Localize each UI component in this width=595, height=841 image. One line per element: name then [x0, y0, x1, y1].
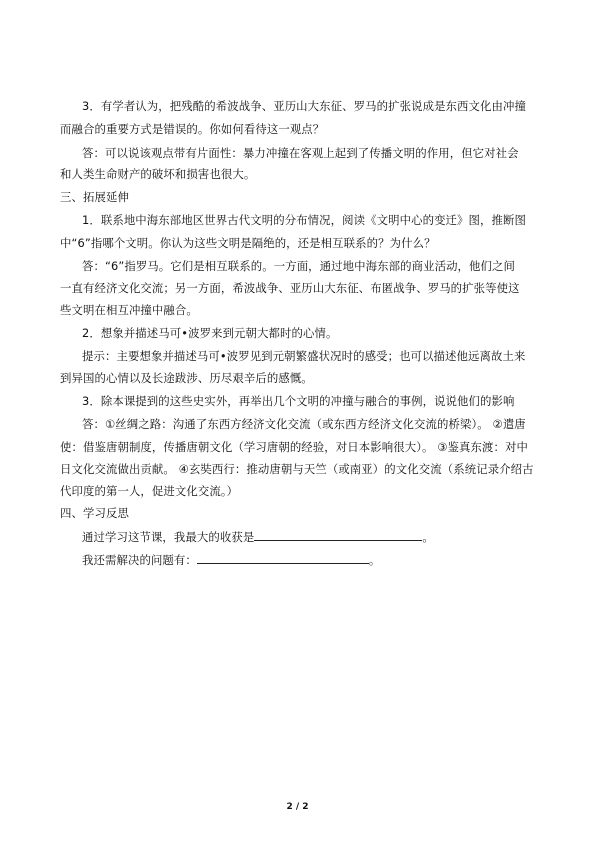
extension-a3-line-1: 答：①丝绸之路：沟通了东西方经济文化交流（或东西方经济文化交流的桥梁）。 ②遣唐 [82, 417, 526, 431]
reflection-gain-end: 。 [422, 530, 434, 544]
extension-a1-line-1: 答：“6”指罗马。它们是相互联系的。一方面，通过地中海东部的商业活动，他们之间 [82, 259, 516, 273]
reflection-gain-prompt: 通过学习这节课，我最大的收获是 [82, 530, 255, 544]
extension-a1-line-3: 些文明在相互冲撞中融合。 [60, 303, 198, 317]
reflection-question-blank[interactable] [197, 552, 369, 564]
answer-3-line-1: 答：可以说该观点带有片面性：暴力冲撞在客观上起到了传播文明的作用，但它对社会 [82, 146, 519, 160]
reflection-question-prompt: 我还需解决的问题有： [82, 553, 197, 567]
extension-hint-line-2: 到异国的心情以及长途跋涉、历尽艰辛后的感慨。 [60, 371, 313, 385]
extension-a3-line-3: 日文化交流做出贡献。 ④玄奘西行：推动唐朝与天竺（或南亚）的文化交流（系统记录介绍古 [60, 462, 534, 476]
question-3-line-1: 3．有学者认为，把残酷的希波战争、亚历山大东征、罗马的扩张说成是东西文化由冲撞 [82, 99, 526, 113]
reflection-question-end: 。 [368, 553, 381, 567]
extension-q3: 3．除本课提到的这些史实外，再举出几个文明的冲撞与融合的事例，说说他们的影响 [82, 394, 515, 408]
page-number: 2 / 2 [286, 802, 309, 812]
reflection-question-line [82, 552, 380, 567]
extension-q1-line-2: 中“6”指哪个文明。你认为这些文明是隔绝的，还是相互联系的？为什么？ [60, 236, 436, 250]
reflection-gain-blank[interactable] [254, 529, 422, 541]
extension-a1-line-2: 一直有经济文化交流；另一方面，希波战争、亚历山大东征、布匿战争、罗马的扩张等使这 [60, 281, 520, 295]
extension-q1-line-1: 1．联系地中海东部地区世界古代文明的分布情况，阅读《文明中心的变迁》图，推断图 [82, 213, 526, 227]
extension-hint-line-1: 提示：主要想象并描述马可•波罗见到元朝繁盛状况时的感受；也可以描述他远离故土来 [82, 349, 526, 363]
extension-a3-line-2: 使：借鉴唐朝制度，传播唐朝文化（学习唐朝的经验，对日本影响很大）。 ③鉴真东渡：对中 [60, 440, 528, 454]
section-3-heading: 三、拓展延伸 [60, 190, 129, 204]
extension-a3-line-4: 代印度的第一人，促进文化交流。） [60, 484, 239, 498]
answer-3-line-2: 和人类生命财产的破坏和损害也很大。 [60, 167, 256, 181]
reflection-gain-line [82, 529, 434, 544]
section-4-heading: 四、学习反思 [60, 506, 129, 520]
extension-q2: 2．想象并描述马可•波罗来到元朝大都时的心情。 [82, 326, 338, 340]
question-3-line-2: 而融合的重要方式是错误的。你如何看待这一观点？ [60, 122, 325, 136]
